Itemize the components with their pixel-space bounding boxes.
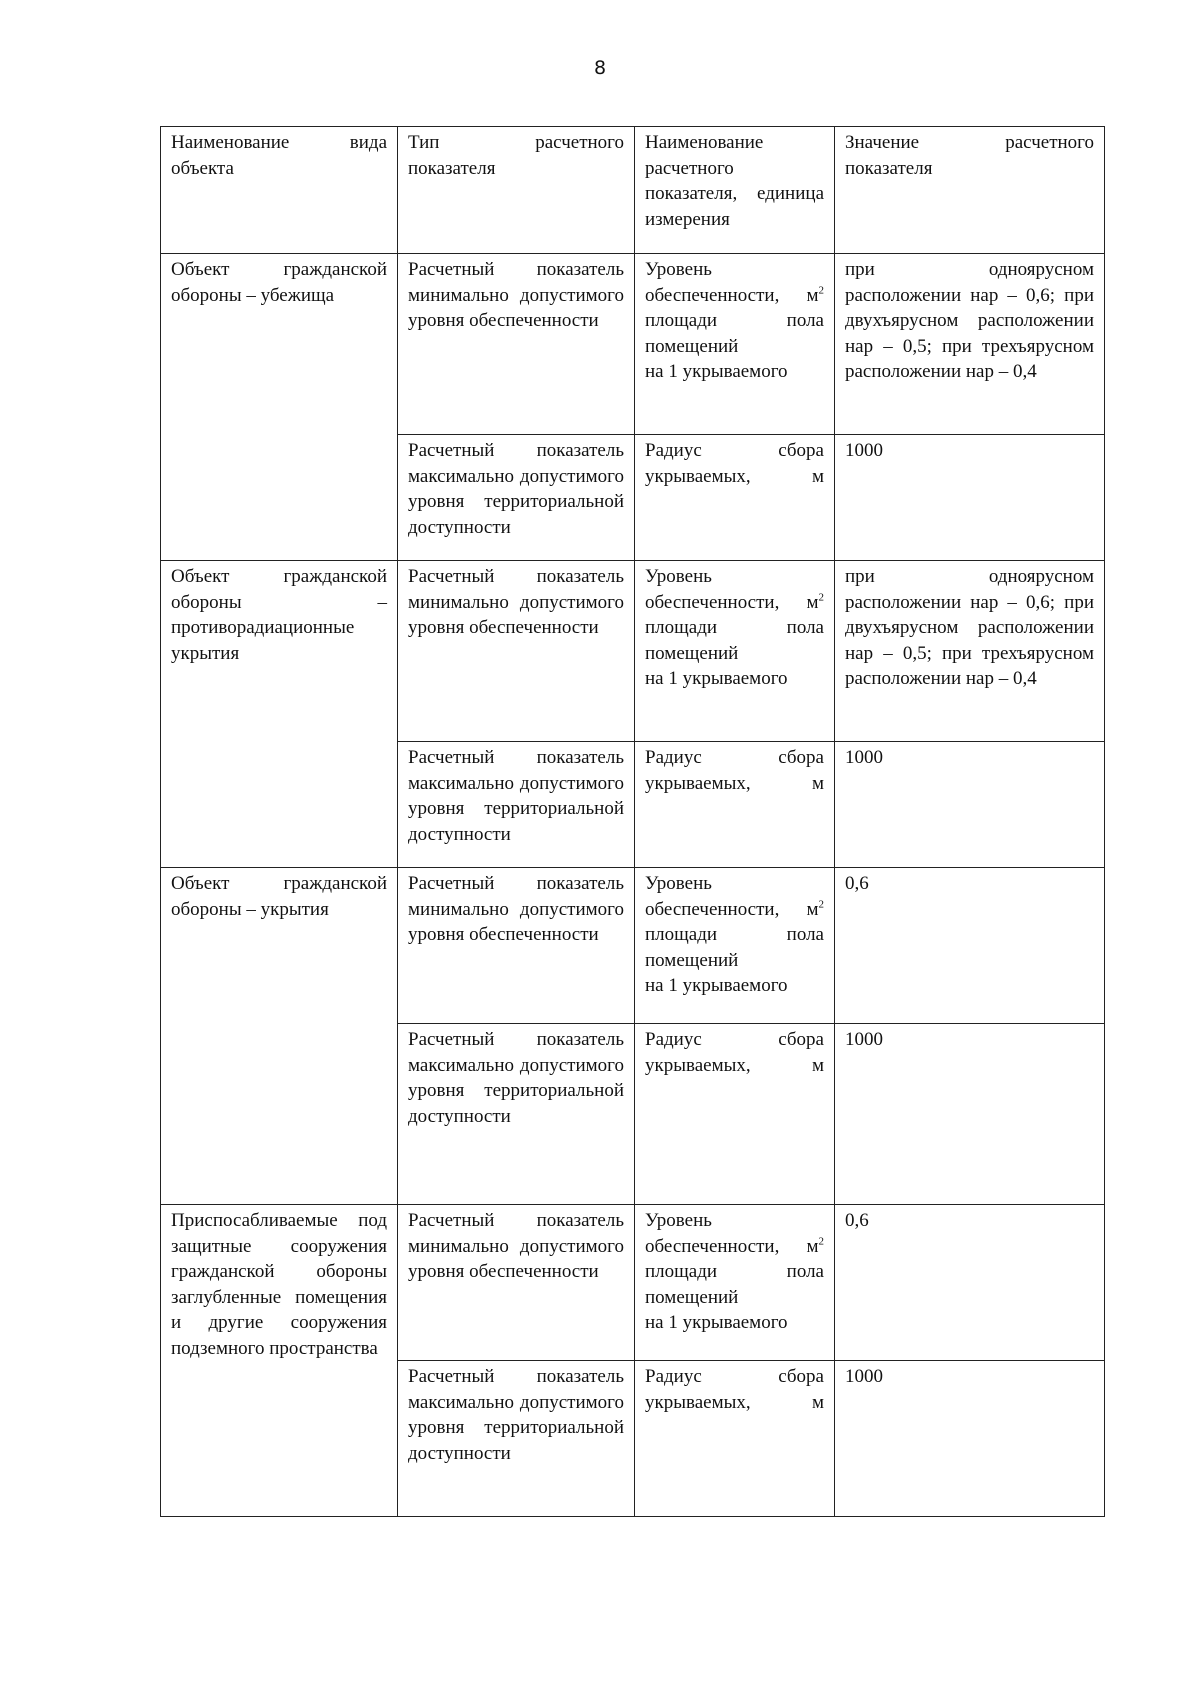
indicator-type-cell: Расчетный показатель минимально допустимого уровня обеспеченности — [398, 1205, 635, 1361]
table-row — [161, 561, 1105, 742]
indicator-name-cell — [635, 561, 835, 742]
level-text: Уровень обеспеченности, м — [645, 1210, 819, 1257]
square-superscript: 2 — [818, 898, 824, 911]
header-indicator-type: Тип расчетного показателя — [398, 127, 635, 254]
table-row — [161, 1205, 1105, 1361]
indicator-value-cell: 1000 — [835, 1024, 1105, 1205]
level-text: Уровень обеспеченности, м — [645, 873, 819, 920]
object-name-cell: Объект гражданской обороны – укрытия — [161, 868, 398, 1205]
indicator-name-cell: Радиус сбора укрываемых, м — [635, 742, 835, 868]
table-row — [161, 868, 1105, 1024]
indicator-name-cell — [635, 254, 835, 435]
indicator-value-cell: 1000 — [835, 1361, 1105, 1517]
level-text-continued: площади пола помещений на 1 укрываемого — [645, 617, 824, 689]
object-name-cell: Приспосабливаемые под защитные сооружения гражданской обороны заглубленные помещения и другие сооружения подземного пространства — [161, 1205, 398, 1517]
indicator-value-cell: 1000 — [835, 742, 1105, 868]
indicator-value-cell: 1000 — [835, 435, 1105, 561]
page-number: 8 — [593, 57, 607, 79]
indicator-type-cell: Расчетный показатель минимально допустимого уровня обеспеченности — [398, 254, 635, 435]
object-name-cell: Объект гражданской обороны – убежища — [161, 254, 398, 561]
indicator-type-cell: Расчетный показатель максимально допустимого уровня территориальной доступности — [398, 742, 635, 868]
object-name-cell: Объект гражданской обороны – противорадиационные укрытия — [161, 561, 398, 868]
level-text: Уровень обеспеченности, м — [645, 259, 819, 306]
header-indicator-name: Наименование расчетного показателя, единица измерения — [635, 127, 835, 254]
header-object-type: Наименование вида объекта — [161, 127, 398, 254]
header-indicator-value: Значение расчетного показателя — [835, 127, 1105, 254]
indicator-name-cell: Радиус сбора укрываемых, м — [635, 435, 835, 561]
indicator-name-cell — [635, 1205, 835, 1361]
indicator-type-cell: Расчетный показатель минимально допустимого уровня обеспеченности — [398, 561, 635, 742]
level-text: Уровень обеспеченности, м — [645, 566, 819, 613]
indicator-type-cell: Расчетный показатель минимально допустимого уровня обеспеченности — [398, 868, 635, 1024]
table-row — [161, 254, 1105, 435]
indicator-value-cell: при одноярусном расположении нар – 0,6; при двухъярусном расположении нар – 0,5; при трехъярусном расположении нар – 0,4 — [835, 254, 1105, 435]
indicator-type-cell: Расчетный показатель максимально допустимого уровня территориальной доступности — [398, 435, 635, 561]
square-superscript: 2 — [818, 1235, 824, 1248]
square-superscript: 2 — [818, 591, 824, 604]
level-text-continued: площади пола помещений на 1 укрываемого — [645, 310, 824, 382]
level-text-continued: площади пола помещений на 1 укрываемого — [645, 1261, 824, 1333]
indicator-name-cell: Радиус сбора укрываемых, м — [635, 1361, 835, 1517]
indicator-value-cell: при одноярусном расположении нар – 0,6; при двухъярусном расположении нар – 0,5; при трехъярусном расположении нар – 0,4 — [835, 561, 1105, 742]
indicator-value-cell: 0,6 — [835, 868, 1105, 1024]
table-header-row — [161, 127, 1105, 254]
level-text-continued: площади пола помещений на 1 укрываемого — [645, 924, 824, 996]
square-superscript: 2 — [818, 284, 824, 297]
indicator-type-cell: Расчетный показатель максимально допустимого уровня территориальной доступности — [398, 1024, 635, 1205]
indicator-name-cell: Радиус сбора укрываемых, м — [635, 1024, 835, 1205]
indicator-type-cell: Расчетный показатель максимально допустимого уровня территориальной доступности — [398, 1361, 635, 1517]
indicators-table — [160, 126, 1105, 1517]
indicator-name-cell — [635, 868, 835, 1024]
indicator-value-cell: 0,6 — [835, 1205, 1105, 1361]
